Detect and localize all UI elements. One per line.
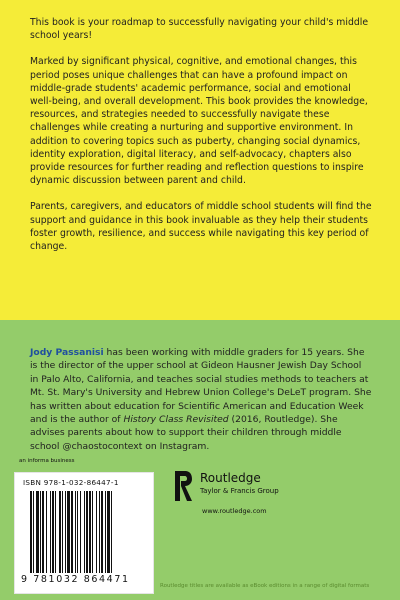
ebook-note: Routledge titles are available as eBook editions in a range of digital formats	[160, 583, 370, 589]
barcode-panel	[14, 472, 154, 594]
routledge-r-icon	[174, 470, 194, 502]
informa-tagline: an informa business	[19, 458, 75, 464]
publisher-url: www.routledge.com	[202, 507, 267, 515]
isbn-label: ISBN 978-1-032-86447-1	[23, 478, 119, 487]
publisher-name: Routledge	[200, 471, 261, 485]
description-paragraph-1: This book is your roadmap to successfully navigating your child's middle school years!	[30, 17, 369, 42]
previous-book-title: History Class Revisited	[123, 414, 229, 426]
book-description	[30, 16, 374, 266]
publisher-logo	[174, 466, 384, 526]
author-name: Jody Passanisi	[30, 347, 104, 358]
cover-footer	[14, 458, 386, 598]
description-paragraph-2: Marked by significant physical, cognitive, and emotional changes, this period poses unique challenges that can have a profound impact on middle-grade students' academic performance, social and emotional well-being, and overall development. This book provides the knowledge, resources, and strategies needed to successfully navigate these challenges while creating a nurturing and supportive environment. In addition to covering topics such as puberty, changing social dynamics, identity exploration, digital literacy, and self-advocacy, chapters also provide resources for further reading and reflection questions to inspire dynamic discussion between parent and child.	[30, 56, 368, 187]
barcode-icon	[30, 491, 144, 573]
description-paragraph-3: Parents, caregivers, and educators of middle school students will find the support and guidance in this book invaluable as they help their students foster growth, resilience, and success while navigating this key period of change.	[30, 201, 372, 253]
publisher-subtitle: Taylor & Francis Group	[200, 487, 279, 495]
bio-text-part-1: has been working with middle graders for 15 years. She is the director of the upper school at Gideon Hausner Jewish Day School in Palo Alto, California, and teaches social studies methods to teachers at Mt. St. Mary's University and Hebrew Union College's DeLeT program. She has written about education for Scientific American and Education Week and is the author of	[30, 347, 372, 426]
author-bio	[30, 346, 372, 453]
bio-text-part-2: (2016, Routledge). She advises parents about how to support their children through middle school @chaostocontext on Instagram.	[30, 414, 342, 452]
barcode-digits: 9 781032 864471	[21, 574, 130, 585]
